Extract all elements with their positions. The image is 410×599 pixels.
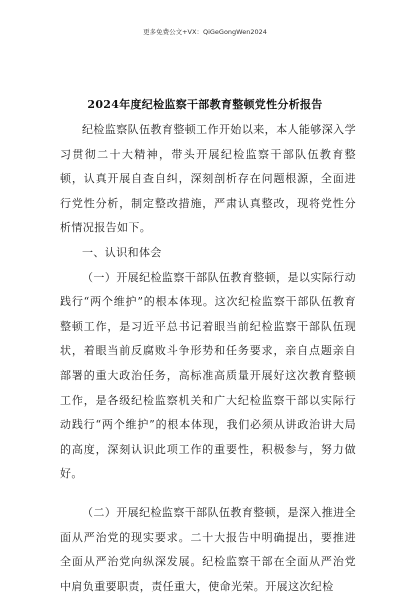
document-title: 2024年度纪检监察干部教育整顿党性分析报告	[87, 98, 323, 111]
body-paragraph: （一）开展纪检监察干部队伍教育整顿，是以实际行动践行“两个维护”的根本体现。这次纪检监察干部队伍教育整顿工作，是习近平总书记着眼当前纪检监察干部队伍现状，着眼当前反腐败斗争形势和任务要求，亲自点题亲自部署的重大政治任务，高标准高质量开展好这次教育整顿工作，是各级纪检监察机关和广大纪检监察干部以实际行动践行“两个维护”的根本体现，我们必须从讲政治讲大局的高度，深刻认识此项工作的重要性，积极参与，努力做好。	[60, 270, 356, 481]
page-header: 更多免费公文+VX：QiGeGongWen2024	[143, 28, 267, 36]
document-body	[60, 118, 356, 599]
section-heading: 一、认识和体会	[82, 245, 162, 259]
intro-paragraph: 纪检监察队伍教育整顿工作开始以来，本人能够深入学习贯彻二十大精神，带头开展纪检监察干部队伍教育整顿，认真开展自查自纠，深刻剖析存在问题根源，全面进行党性分析，制定整改措施，严肃认真整改，现将党性分析情况报告如下。	[60, 123, 356, 235]
body-paragraph: （二）开展纪检监察干部队伍教育整顿，是深入推进全面从严治党的现实要求。二十大报告中明确提出，要推进全面从严治党向纵深发展。纪检监察干部在全面从严治党中肩负重要职责，责任重大，使命光荣。开展这次纪检	[60, 505, 356, 593]
paragraph-gap	[60, 487, 356, 501]
